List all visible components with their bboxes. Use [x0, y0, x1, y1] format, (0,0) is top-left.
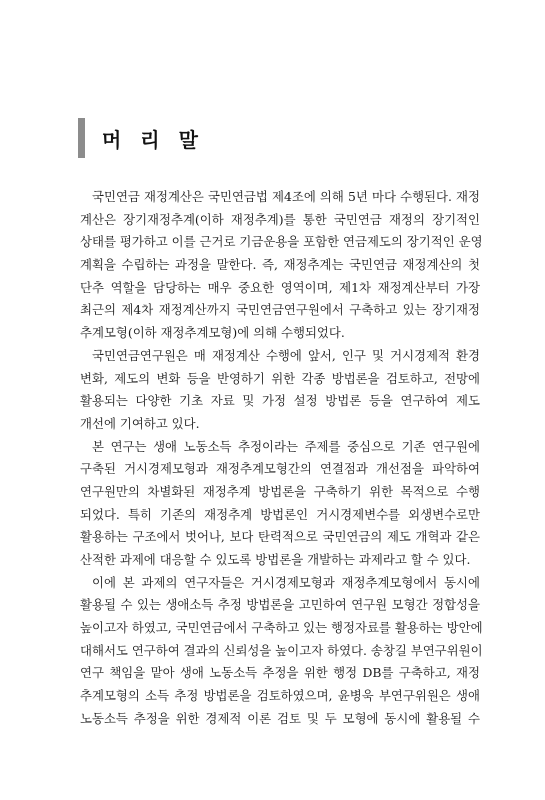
text-line: 국민연금연구원은 매 재정계산 수행에 앞서, 인구 및 거시경제적 환경 — [92, 347, 480, 363]
paragraph — [80, 345, 480, 436]
text-line: 본 연구는 생애 노동소득 추정이라는 주제를 중심으로 기존 연구원에 — [92, 438, 480, 454]
text-line: 산적한 과제에 대응할 수 있도록 방법론을 개발하는 과제라고 할 수 있다. — [80, 552, 471, 567]
text-line: 대해서도 연구하여 결과의 신뢰성을 높이고자 하였다. 송창길 부연구위원이 — [80, 642, 483, 658]
text-line: 단추 역할을 담당하는 매우 중요한 영역이며, 제1차 재정계산부터 가장 — [80, 279, 480, 295]
text-line: 구축된 거시경제모형과 재정추계모형간의 연결점과 개선점을 파악하여 — [80, 461, 480, 477]
text-line: 추계모형의 소득 추정 방법론을 검토하였으며, 윤병욱 부연구위원은 생애 — [80, 688, 480, 704]
paragraph — [80, 186, 483, 345]
paragraph — [80, 436, 480, 572]
text-line: 이에 본 과제의 연구자들은 거시경제모형과 재정추계모형에서 동시에 — [92, 574, 480, 590]
text-line: 노동소득 추정을 위한 경제적 이론 검토 및 두 모형에 동시에 활용될 수 — [80, 710, 480, 726]
text-line: 높이고자 하였고, 국민연금에서 구축하고 있는 행정자료를 활용하는 방안에 — [80, 620, 483, 636]
text-line: 최근의 제4차 재정계산까지 국민연금연구원에서 구축하고 있는 장기재정 — [80, 302, 480, 318]
text-line: 계산은 장기재정추계(이하 재정추계)를 통한 국민연금 재정의 장기적인 — [80, 211, 480, 227]
text-line: 상태를 평가하고 이를 근거로 기금운용을 포함한 연금제도의 장기적인 운영 — [80, 234, 483, 250]
text-line: 연구 책임을 맡아 생애 노동소득 추정을 위한 행정 DB를 구축하고, 재정 — [80, 665, 480, 681]
paragraph — [80, 572, 483, 731]
text-line: 활용하는 구조에서 벗어나, 보다 탄력적으로 국민연금의 제도 개혁과 같은 — [80, 529, 480, 545]
preface-body — [80, 186, 483, 731]
text-line: 개선에 기여하고 있다. — [80, 415, 200, 431]
text-line: 계획을 수립하는 과정을 말한다. 즉, 재정추계는 국민연금 재정계산의 첫 — [80, 257, 480, 273]
text-line: 변화, 제도의 변화 등을 반영하기 위한 각종 방법론을 검토하고, 전망에 — [80, 370, 480, 386]
text-line: 활용되는 다양한 기초 자료 및 가정 설정 방법론 등을 연구하여 제도 — [80, 393, 480, 409]
page-title: 머 리 말 — [102, 128, 204, 152]
text-line: 활용될 수 있는 생애소득 추정 방법론을 고민하여 연구원 모형간 정합성을 — [80, 597, 480, 613]
text-line: 연구원만의 차별화된 재정추계 방법론을 구축하기 위한 목적으로 수행 — [80, 483, 480, 499]
text-line: 되었다. 특히 기존의 재정추계 방법론인 거시경제변수를 외생변수로만 — [80, 506, 480, 522]
text-line: 국민연금 재정계산은 국민연금법 제4조에 의해 5년 마다 수행된다. 재정 — [92, 189, 480, 204]
title-accent-bar — [78, 118, 85, 158]
text-line: 추계모형(이하 재정추계모형)에 의해 수행되었다. — [80, 325, 345, 341]
